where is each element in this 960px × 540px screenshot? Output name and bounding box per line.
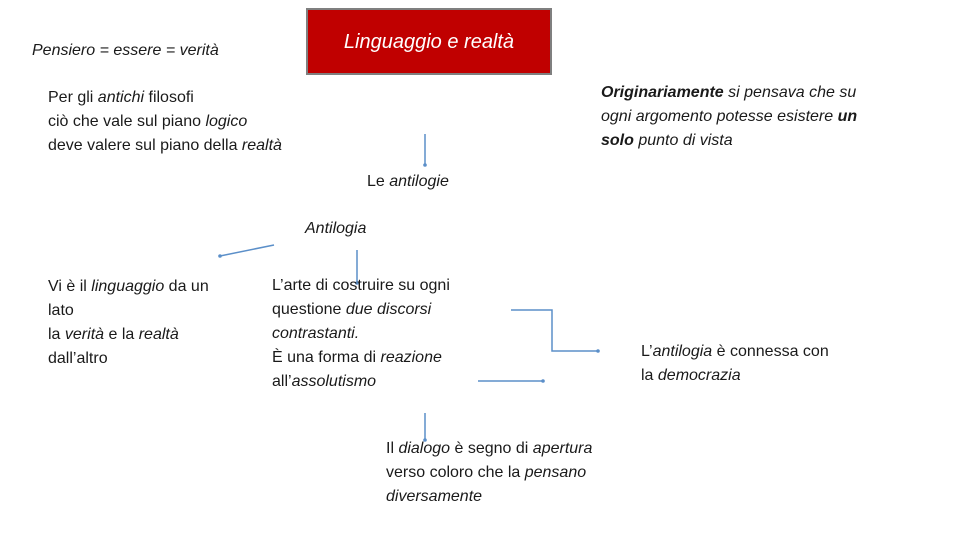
originally-line-3: solo punto di vista <box>601 132 733 149</box>
left-line-2: lato <box>48 302 74 319</box>
center-line-2: questione due discorsi <box>272 301 432 318</box>
bottom-line-1: Il dialogo è segno di apertura <box>386 440 593 457</box>
center-line-1: L’arte di costruire su ogni <box>272 277 450 294</box>
right-line-1: L’antilogia è connessa con <box>641 343 829 360</box>
left-line-3: la verità e la realtà <box>48 326 179 343</box>
bottom-line-2: verso coloro che la pensano <box>386 464 587 481</box>
ancients-line-2: ciò che vale sul piano logico <box>48 113 248 130</box>
right-line-2: la democrazia <box>641 367 741 384</box>
left-line-4: dall’altro <box>48 350 108 367</box>
center-line-5: all’assolutismo <box>272 373 377 390</box>
originally-line-2: ogni argomento potesse esistere un <box>601 108 858 125</box>
originally-line-1: Originariamente si pensava che su <box>601 84 857 101</box>
connector-center-right-elbow <box>511 310 598 351</box>
left-line-1: Vi è il linguaggio da un <box>48 278 209 295</box>
ancients-line-1: Per gli antichi filosofi <box>48 89 194 106</box>
pensiero-label: Pensiero = essere = verità <box>32 42 219 59</box>
bottom-line-3: diversamente <box>386 488 483 505</box>
center-line-3: contrastanti. <box>272 325 360 342</box>
connector-antilogia-left <box>220 245 274 256</box>
center-line-4: È una forma di reazione <box>272 349 442 366</box>
antilogia-label: Antilogia <box>305 220 367 237</box>
page-title: Linguaggio e realtà <box>343 31 515 53</box>
le-antilogie-label: Le antilogie <box>367 173 449 190</box>
title-box <box>306 8 552 75</box>
ancients-line-3: deve valere sul piano della realtà <box>48 137 282 154</box>
